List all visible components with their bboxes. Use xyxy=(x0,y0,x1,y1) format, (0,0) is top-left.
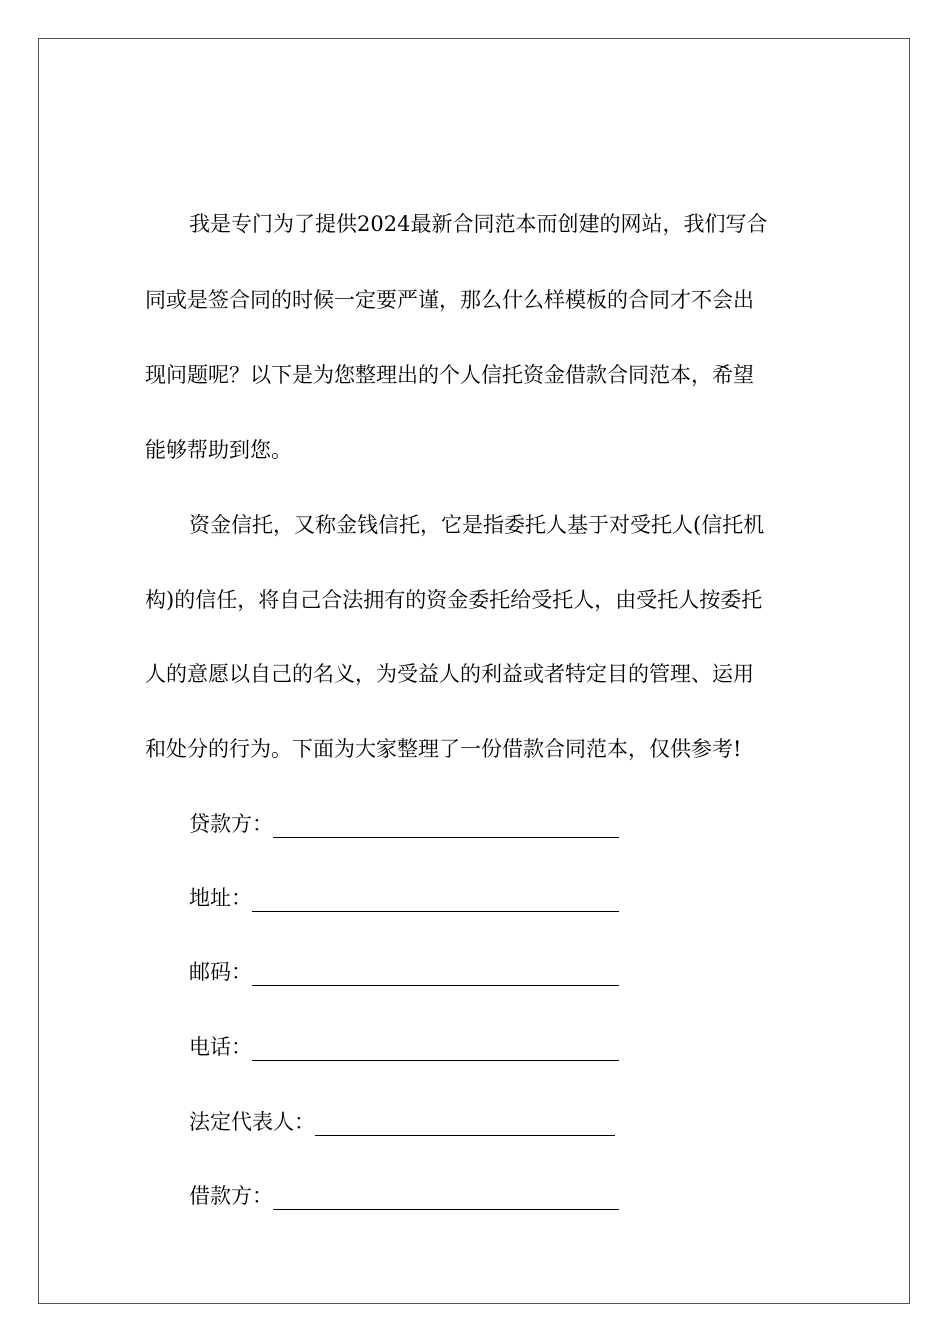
intro-line-4: 能够帮助到您。 xyxy=(145,438,292,462)
intro-line-2: 同或是签合同的时候一定要严谨，那么什么样模板的合同才不会出 xyxy=(145,288,754,312)
legal-rep-field xyxy=(189,1108,615,1136)
lender-label: 贷款方： xyxy=(189,812,273,836)
borrower-blank[interactable] xyxy=(273,1185,619,1210)
lender-field xyxy=(189,810,619,838)
postcode-field xyxy=(189,958,619,986)
phone-label: 电话： xyxy=(189,1035,252,1059)
postcode-label: 邮码： xyxy=(189,960,252,984)
definition-line-3: 人的意愿以自己的名义，为受益人的利益或者特定目的管理、运用 xyxy=(145,662,754,686)
lender-blank[interactable] xyxy=(273,813,619,838)
borrower-label: 借款方： xyxy=(189,1184,273,1208)
address-label: 地址： xyxy=(189,886,252,910)
address-field xyxy=(189,884,619,912)
definition-line-4: 和处分的行为。下面为大家整理了一份借款合同范本，仅供参考! xyxy=(145,737,742,761)
definition-line-1: 资金信托，又称金钱信托，它是指委托人基于对受托人(信托机 xyxy=(189,513,765,537)
borrower-field xyxy=(189,1182,619,1210)
legal-rep-blank[interactable] xyxy=(315,1111,615,1136)
phone-blank[interactable] xyxy=(252,1036,619,1061)
address-blank[interactable] xyxy=(252,887,619,912)
postcode-blank[interactable] xyxy=(252,961,619,986)
phone-field xyxy=(189,1033,619,1061)
legal-rep-label: 法定代表人： xyxy=(189,1110,315,1134)
definition-line-2: 构)的信任，将自己合法拥有的资金委托给受托人，由受托人按委托 xyxy=(145,588,763,612)
intro-line-1: 我是专门为了提供2024最新合同范本而创建的网站，我们写合 xyxy=(189,212,768,236)
intro-line-3: 现问题呢？以下是为您整理出的个人信托资金借款合同范本，希望 xyxy=(145,363,754,387)
